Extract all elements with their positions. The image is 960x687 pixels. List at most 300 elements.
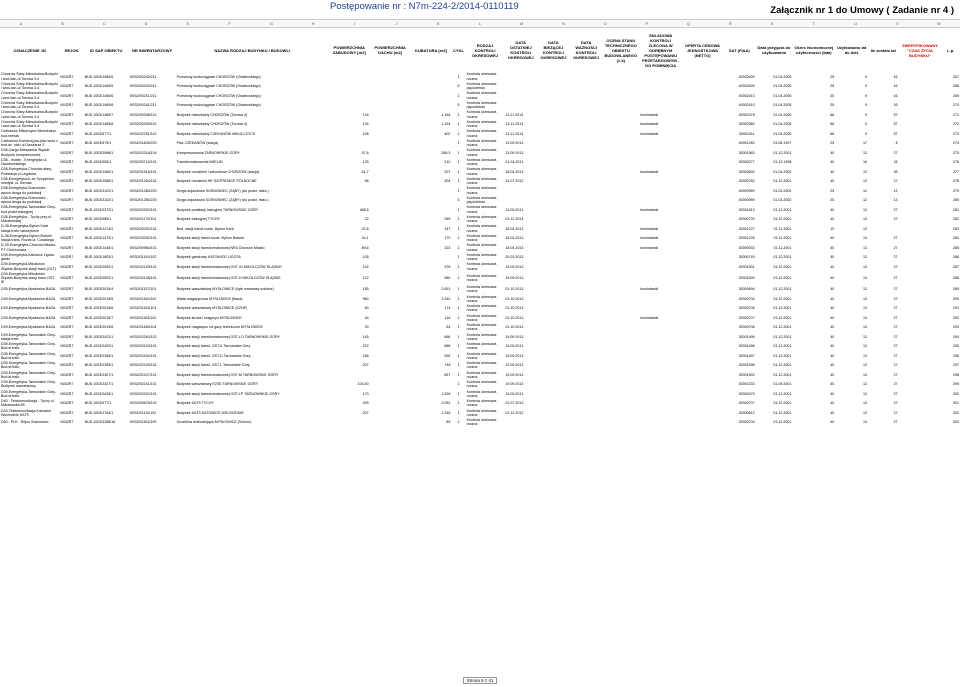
table-cell bbox=[329, 196, 370, 206]
table-cell: 19.09.2013 bbox=[505, 391, 524, 396]
table-cell: 13 bbox=[893, 188, 898, 193]
table-cell: BUD 1003/1465/5 bbox=[84, 84, 114, 89]
table-cell: kominiarski bbox=[640, 315, 659, 320]
table-cell: 13 bbox=[862, 255, 867, 260]
table-cell bbox=[537, 323, 570, 333]
table-cell: Budynek KATS TYCHY bbox=[176, 401, 214, 406]
table-cell bbox=[602, 177, 639, 187]
table-cell: 30000377 bbox=[738, 160, 755, 165]
table-cell: 13 bbox=[862, 236, 867, 241]
table-cell: BUD 1003/2015/5 bbox=[84, 296, 114, 301]
table-cell bbox=[602, 91, 639, 101]
table-cell: BUD 1003/3102/1 bbox=[84, 188, 114, 193]
table-cell: Budynek stróża i magazyn MYSŁOWICE bbox=[176, 315, 242, 320]
table-cell: Czekanów Mikulczyce-Mieszkalna-bud.mieszk bbox=[1, 129, 57, 138]
table-cell: 297 bbox=[953, 363, 959, 368]
table-cell: Budynek warsztatowy MYSŁOWICE (EZNP) bbox=[176, 306, 248, 311]
table-cell: 18.04.2013 bbox=[505, 169, 524, 174]
table-cell: BUD 1003/1472/1 bbox=[84, 236, 114, 241]
table-row bbox=[0, 380, 960, 390]
table-cell bbox=[639, 196, 682, 206]
table-cell: 276 bbox=[953, 160, 959, 165]
table-cell bbox=[570, 294, 603, 304]
column-header: DATA BIEŻĄCEJ KONTROLI OKRESOWEJ bbox=[540, 40, 567, 60]
table-cell: 27 bbox=[893, 401, 898, 406]
table-cell: D39-Energetyka-Mysłowice-BAZA bbox=[1, 296, 56, 301]
table-cell: 1 bbox=[457, 287, 460, 292]
column-header: CYKL bbox=[453, 47, 464, 53]
table-cell: 16 bbox=[862, 160, 867, 165]
table-cell: 30000749 bbox=[738, 255, 755, 260]
table-cell bbox=[899, 243, 942, 253]
table-cell: 13 bbox=[862, 150, 867, 155]
table-cell bbox=[537, 262, 570, 272]
table-row bbox=[0, 332, 960, 342]
table-cell: 1 bbox=[457, 276, 460, 281]
table-cell bbox=[570, 82, 603, 92]
table-cell: D39-Energetyka-Mysłowice-BAZA bbox=[1, 325, 56, 330]
table-cell: 9/032/01163/101 bbox=[129, 306, 157, 311]
table-cell: N032R7 bbox=[60, 179, 74, 184]
table-cell bbox=[329, 186, 370, 196]
table-cell bbox=[899, 361, 942, 371]
table-cell: 1 bbox=[457, 315, 460, 320]
table-cell: 01.12.2001 bbox=[773, 179, 792, 184]
table-cell: 13 bbox=[862, 306, 867, 311]
table-row bbox=[0, 399, 960, 409]
table-row bbox=[0, 110, 960, 120]
table-cell: BUD 1003/3398/16 bbox=[84, 420, 116, 425]
table-cell bbox=[370, 148, 411, 158]
table-cell bbox=[570, 361, 603, 371]
table-cell bbox=[570, 196, 603, 206]
table-row bbox=[0, 389, 960, 399]
table-cell: 9 bbox=[864, 93, 867, 98]
table-cell: BUD 1003/2015/7 bbox=[84, 315, 114, 320]
page-footer bbox=[0, 677, 960, 684]
table-cell bbox=[410, 196, 451, 206]
table-cell: BUD 1003/579/1 bbox=[84, 141, 112, 146]
table-cell: 01.10.2013 bbox=[505, 296, 524, 301]
table-cell bbox=[602, 285, 639, 295]
column-header: OZNACZENIE JN bbox=[13, 47, 46, 53]
table-cell: 9/032/01826/220 bbox=[129, 141, 157, 146]
table-cell bbox=[682, 205, 723, 215]
table-cell bbox=[899, 158, 942, 168]
table-cell: Kontrola okresowa roczna bbox=[466, 294, 497, 303]
table-cell: 01.04.2013 bbox=[505, 160, 524, 165]
table-cell: 01.12.2001 bbox=[773, 391, 792, 396]
table-cell bbox=[370, 361, 411, 371]
table-cell: 1 bbox=[457, 179, 460, 184]
table-cell: 27 bbox=[893, 372, 898, 377]
table-cell: 268 bbox=[953, 84, 959, 89]
table-row bbox=[0, 205, 960, 215]
table-cell: Chorzów Stary-Mieszkalna-Budynki i wod-kan-ul.Torowa 3-4 bbox=[1, 100, 58, 110]
table-cell: N032R7 bbox=[60, 236, 74, 241]
table-cell bbox=[682, 110, 723, 120]
table-cell bbox=[537, 351, 570, 361]
table-row bbox=[0, 177, 960, 187]
table-cell bbox=[537, 272, 570, 285]
table-cell: 9 bbox=[864, 131, 867, 136]
table-cell bbox=[602, 120, 639, 130]
table-cell: 748 bbox=[444, 363, 451, 368]
table-cell: 40 bbox=[830, 207, 835, 212]
table-cell bbox=[410, 253, 451, 263]
table-cell: 9/032/02241/101 bbox=[129, 382, 157, 387]
table-row bbox=[0, 313, 960, 323]
table-cell bbox=[602, 313, 639, 323]
table-cell: 174 bbox=[444, 306, 451, 311]
table-cell bbox=[682, 408, 723, 418]
table-cell: 147 bbox=[444, 226, 451, 231]
table-cell: 9 bbox=[864, 122, 867, 127]
table-cell bbox=[537, 177, 570, 187]
table-cell: 9 bbox=[864, 74, 867, 79]
table-cell bbox=[602, 399, 639, 409]
table-cell: kominiarski bbox=[640, 236, 659, 241]
table-cell bbox=[899, 139, 942, 149]
table-cell bbox=[899, 380, 942, 390]
table-row bbox=[0, 285, 960, 295]
table-cell: 9/032/02781/110 bbox=[129, 131, 157, 136]
table-cell: 125 bbox=[362, 160, 369, 165]
table-cell bbox=[602, 101, 639, 111]
table-cell: 13 bbox=[862, 226, 867, 231]
table-cell: 13.11.2013 bbox=[505, 112, 524, 117]
table-cell: BUD 1003/1803/1 bbox=[84, 255, 114, 260]
table-cell: D39-Energetyka-Mysłowice-BAZA bbox=[1, 287, 56, 292]
table-cell: Budynek warsztatowy MYSŁOWICE (byłe warsztaty szkolne) bbox=[176, 287, 274, 292]
table-cell: Kontrola okresowa roczna bbox=[466, 72, 497, 81]
table-cell: 291 bbox=[953, 306, 959, 311]
table-cell: 293 bbox=[953, 325, 959, 330]
table-cell: 13 bbox=[862, 296, 867, 301]
table-cell: 01.04.2005 bbox=[773, 122, 792, 127]
table-cell: 134 bbox=[362, 112, 369, 117]
table-cell: 287 bbox=[953, 264, 959, 269]
table-cell: N032R7 bbox=[60, 391, 74, 396]
table-row bbox=[0, 272, 960, 285]
table-cell: 40 bbox=[830, 217, 835, 222]
table-cell bbox=[899, 313, 942, 323]
table-cell bbox=[899, 304, 942, 314]
table-cell: Budynek mieszkalny CHORZÓW (Torowa 3) bbox=[176, 112, 248, 117]
table-cell: 01.11.2001 bbox=[773, 226, 792, 231]
table-cell: 272 bbox=[953, 122, 959, 127]
table-cell: Przewody wodociągowe CHORZÓW (Oświecskiego) bbox=[176, 84, 261, 89]
table-cell bbox=[899, 196, 942, 206]
table-cell: 44,1 bbox=[361, 236, 369, 241]
table-cell bbox=[899, 323, 942, 333]
table-cell: 25 bbox=[830, 198, 835, 203]
table-cell bbox=[602, 82, 639, 92]
table-cell: Budynek KATS KATOWICE WSCHODNIE bbox=[176, 410, 244, 415]
table-cell: 105 bbox=[362, 255, 369, 260]
table-cell: 01.04.2005 bbox=[773, 84, 792, 89]
table-cell: kominiarski bbox=[640, 169, 659, 174]
table-cell: Kontrola okresowa roczna bbox=[466, 408, 497, 417]
table-cell: 207 bbox=[362, 410, 369, 415]
table-cell: 01.12.2001 bbox=[773, 372, 792, 377]
table-cell: 2.651 bbox=[441, 287, 451, 292]
table-cell bbox=[537, 389, 570, 399]
table-cell: 1.528 bbox=[441, 391, 451, 396]
table-cell bbox=[899, 351, 942, 361]
table-cell: 27 bbox=[893, 276, 898, 281]
table-cell bbox=[370, 304, 411, 314]
table-cell bbox=[570, 215, 603, 225]
table-cell bbox=[602, 332, 639, 342]
table-cell: 01.12.2001 bbox=[773, 334, 792, 339]
table-row bbox=[0, 186, 960, 196]
table-cell: 18.04.2013 bbox=[505, 245, 524, 250]
table-cell: 1 bbox=[457, 325, 460, 330]
table-cell: N032R7 bbox=[60, 306, 74, 311]
table-cell: 222 bbox=[362, 344, 369, 349]
table-cell: 499 bbox=[362, 401, 369, 406]
table-cell: 27 bbox=[893, 420, 898, 425]
table-cell: Kontrola okresowa roczna bbox=[466, 167, 497, 176]
table-cell: 13 bbox=[893, 198, 898, 203]
table-cell bbox=[639, 342, 682, 352]
column-header: OFERTA CENOWA JEDNOSTKOWA (NETTO) bbox=[684, 42, 721, 58]
table-cell bbox=[899, 224, 942, 234]
table-cell bbox=[570, 389, 603, 399]
table-cell: BUD 1003/2015/6 bbox=[84, 306, 114, 311]
table-cell: kominiarski bbox=[640, 287, 659, 292]
table-cell: 13.11.2013 bbox=[505, 122, 524, 127]
table-cell bbox=[682, 380, 723, 390]
table-cell: Kontrola okresowa roczna bbox=[466, 243, 497, 252]
table-cell bbox=[537, 82, 570, 92]
table-cell: Czekanów-Komenzyjna-plac wraz z bud.dz. nich-ul.Owczarze 2 bbox=[1, 138, 58, 148]
table-cell: kominiarski bbox=[640, 112, 659, 117]
table-cell: 1 bbox=[457, 217, 460, 222]
table-row bbox=[0, 72, 960, 82]
table-cell: 19.09.2013 bbox=[505, 353, 524, 358]
table-cell: Budynek garażowy KATOWICE LIGOTA bbox=[176, 255, 241, 260]
table-cell bbox=[570, 285, 603, 295]
table-cell: 40 bbox=[830, 179, 835, 184]
table-cell: 280 bbox=[953, 198, 959, 203]
table-cell bbox=[570, 101, 603, 111]
table-cell bbox=[899, 418, 942, 428]
table-cell: 27 bbox=[893, 344, 898, 349]
table-cell bbox=[370, 399, 411, 409]
table-cell bbox=[602, 361, 639, 371]
table-cell: 9/032/02247/101 bbox=[129, 372, 157, 377]
table-cell: Budynek stacji transformatorowej NR3 Chorzów Miasto bbox=[176, 245, 265, 250]
table-cell: Kontrola okresowa roczna bbox=[466, 304, 497, 313]
table-cell: D-38-Energetyka-Bytom Karb stacja trafo miedzytorze bbox=[1, 224, 49, 233]
table-cell: 13 bbox=[862, 363, 867, 368]
table-cell: 13.09.2013 bbox=[505, 141, 524, 146]
table-cell bbox=[639, 82, 682, 92]
table-cell bbox=[537, 158, 570, 168]
table-cell bbox=[682, 158, 723, 168]
table-cell bbox=[570, 418, 603, 428]
table-cell bbox=[537, 399, 570, 409]
table-cell: Budynek mieszkalny CHORZÓW (Torowa 4) bbox=[176, 122, 248, 127]
table-cell: BUD 1003/2357/1 bbox=[84, 372, 114, 377]
table-cell: 299 bbox=[953, 382, 959, 387]
table-cell: 40 bbox=[830, 353, 835, 358]
table-cell: 01.10.2013 bbox=[505, 315, 524, 320]
table-cell: 30000706 bbox=[738, 306, 755, 311]
table-cell: 304 bbox=[444, 179, 451, 184]
table-cell: D39-Energetyka-Tarnowskie Góry-Bud.st.trafo bbox=[1, 389, 57, 398]
table-cell: 40 bbox=[830, 276, 835, 281]
table-cell: 1 bbox=[457, 236, 460, 241]
table-cell: Budynek mieszkalny CZEKANÓW MIKULCZYCE bbox=[176, 131, 256, 136]
table-cell: Budynek stacji transformatorowej OST-LP TARNOWSKIE GÓRY bbox=[176, 391, 280, 396]
table-cell: 294 bbox=[953, 334, 959, 339]
table-cell bbox=[682, 243, 723, 253]
table-cell: 40 bbox=[830, 325, 835, 330]
table-cell bbox=[570, 332, 603, 342]
table-cell: Kontrola okresowa roczna bbox=[466, 138, 497, 148]
table-cell: BUD 1003/1586/1 bbox=[84, 179, 114, 184]
table-cell: 25 bbox=[830, 93, 835, 98]
table-cell: 9/032/00338/110 bbox=[129, 112, 157, 117]
table-row bbox=[0, 196, 960, 206]
column-header: ID SAP OBIEKTU bbox=[89, 47, 123, 53]
table-cell bbox=[682, 253, 723, 263]
table-cell: Kontrola okresowa roczna bbox=[466, 342, 497, 351]
table-cell bbox=[370, 129, 411, 139]
table-cell: 40 bbox=[830, 344, 835, 349]
table-cell: 13 bbox=[862, 179, 867, 184]
table-cell bbox=[868, 224, 899, 234]
table-cell bbox=[899, 389, 942, 399]
table-cell: Droga dojazdowa SOSNOWIEC (ZĄBY) (do podst. trakc.) bbox=[176, 198, 269, 203]
table-cell bbox=[537, 129, 570, 139]
table-cell bbox=[537, 148, 570, 158]
column-letter: Q bbox=[687, 21, 691, 26]
table-cell bbox=[370, 224, 411, 234]
table-cell: N032R7 bbox=[60, 296, 74, 301]
table-cell: D39-Energetyka-Tarnowskie Góry-Budynek warsztatowy bbox=[1, 380, 57, 389]
table-cell: Kontrola okresowa roczna bbox=[466, 418, 497, 427]
table-cell bbox=[370, 110, 411, 120]
table-cell: 13.09.2013 bbox=[505, 207, 524, 212]
table-cell: 1.245 bbox=[441, 410, 451, 415]
column-header: KUBATURA [m3] bbox=[415, 47, 447, 53]
table-cell bbox=[504, 72, 537, 82]
table-cell: 168 bbox=[362, 353, 369, 358]
table-cell: 301 bbox=[953, 401, 959, 406]
column-header: DATA OSTATNIEJ KONTROLI OKRESOWEJ bbox=[507, 40, 534, 60]
table-cell: 1 bbox=[457, 226, 460, 231]
table-cell: 01.12.2001 bbox=[773, 287, 792, 292]
column-header: Użytkowano lat do dziś bbox=[837, 45, 867, 55]
column-letter: E bbox=[186, 21, 190, 26]
table-cell bbox=[602, 351, 639, 361]
table-cell: N032R7 bbox=[60, 169, 74, 174]
table-cell: 286 bbox=[953, 255, 959, 260]
table-cell: N032R7 bbox=[60, 226, 74, 231]
table-cell bbox=[639, 389, 682, 399]
table-cell: BUD 1003/2598/1 bbox=[84, 150, 114, 155]
column-header: OCENA STANU TECHNICZNEGO OBIEKTU BUDOWLANEGO (1-6) bbox=[604, 37, 638, 63]
table-cell bbox=[602, 148, 639, 158]
table-cell: 1 bbox=[457, 420, 460, 425]
table-cell: 16 bbox=[893, 74, 898, 79]
table-cell: 9/032/02262/101 bbox=[129, 207, 157, 212]
table-cell: D39-Energetyka-Tarnowskie Góry-stacja trafo bbox=[1, 332, 57, 341]
table-cell: 9/032/02240/102 bbox=[129, 334, 157, 339]
table-cell: 27 bbox=[893, 410, 898, 415]
table-cell bbox=[537, 418, 570, 428]
table-cell bbox=[370, 91, 411, 101]
table-cell bbox=[639, 323, 682, 333]
table-cell: Chorzów Stary-Mieszkalna-Budynki i wod-kan-ul.Torowa 3-4 bbox=[1, 110, 58, 119]
table-cell: 01.12.2001 bbox=[773, 264, 792, 269]
table-cell: N032R7 bbox=[60, 160, 74, 165]
table-cell: 104,50 bbox=[357, 382, 369, 387]
table-cell: 102 bbox=[362, 264, 369, 269]
column-letter: I bbox=[354, 21, 356, 26]
table-cell: 01.04.2005 bbox=[773, 131, 792, 136]
column-letter-bar bbox=[0, 19, 960, 28]
table-cell bbox=[899, 148, 942, 158]
table-cell: 12 bbox=[862, 169, 867, 174]
column-header: L.p. bbox=[947, 47, 955, 53]
table-cell: Kontrola okresowa roczna bbox=[466, 148, 497, 157]
table-cell: 275 bbox=[953, 150, 959, 155]
table-cell bbox=[537, 361, 570, 371]
table-cell bbox=[682, 399, 723, 409]
table-cell bbox=[370, 234, 411, 244]
table-cell: Kontrola okresowa pięcioletnia bbox=[466, 81, 497, 91]
table-cell: BUD 1003/2426/1 bbox=[84, 391, 114, 396]
table-cell: 30 bbox=[364, 325, 369, 330]
table-cell: N032R7 bbox=[60, 382, 74, 387]
table-cell bbox=[682, 148, 723, 158]
table-row bbox=[0, 101, 960, 111]
table-cell: 207 bbox=[444, 169, 451, 174]
table-cell: 13 bbox=[862, 217, 867, 222]
table-cell: 30000782 bbox=[738, 179, 755, 184]
table-cell: 960 bbox=[362, 296, 369, 301]
table-cell: 01.10.2013 bbox=[505, 306, 524, 311]
table-cell bbox=[370, 205, 411, 215]
table-cell: 30001513 bbox=[738, 207, 755, 212]
column-header: DATA WAŻNOŚCI KONTROLI OKRESOWEJ bbox=[573, 40, 600, 60]
table-cell bbox=[682, 418, 723, 428]
table-cell bbox=[639, 253, 682, 263]
table-row bbox=[0, 148, 960, 158]
table-cell bbox=[410, 139, 451, 149]
table-cell: 13.09.2013 bbox=[505, 150, 524, 155]
column-letter: A bbox=[19, 21, 23, 26]
table-cell: 40 bbox=[830, 420, 835, 425]
table-cell: 01.10.2013 bbox=[505, 287, 524, 292]
table-cell bbox=[537, 167, 570, 177]
table-cell bbox=[537, 294, 570, 304]
table-cell: Kontrola okresowa roczna bbox=[466, 273, 497, 283]
table-cell: 13 bbox=[862, 276, 867, 281]
table-cell: Kontrola okresowa roczna bbox=[466, 252, 497, 262]
table-cell: 888 bbox=[444, 344, 451, 349]
table-cell: 9/032/01110/102 bbox=[129, 410, 157, 415]
table-cell: 30000694 bbox=[738, 287, 755, 292]
table-cell: 30000720 bbox=[738, 217, 755, 222]
table-cell bbox=[370, 332, 411, 342]
table-cell: D38-Energetyka-Chorzów stary-Podstacja ul.Legnicka bbox=[1, 167, 53, 176]
